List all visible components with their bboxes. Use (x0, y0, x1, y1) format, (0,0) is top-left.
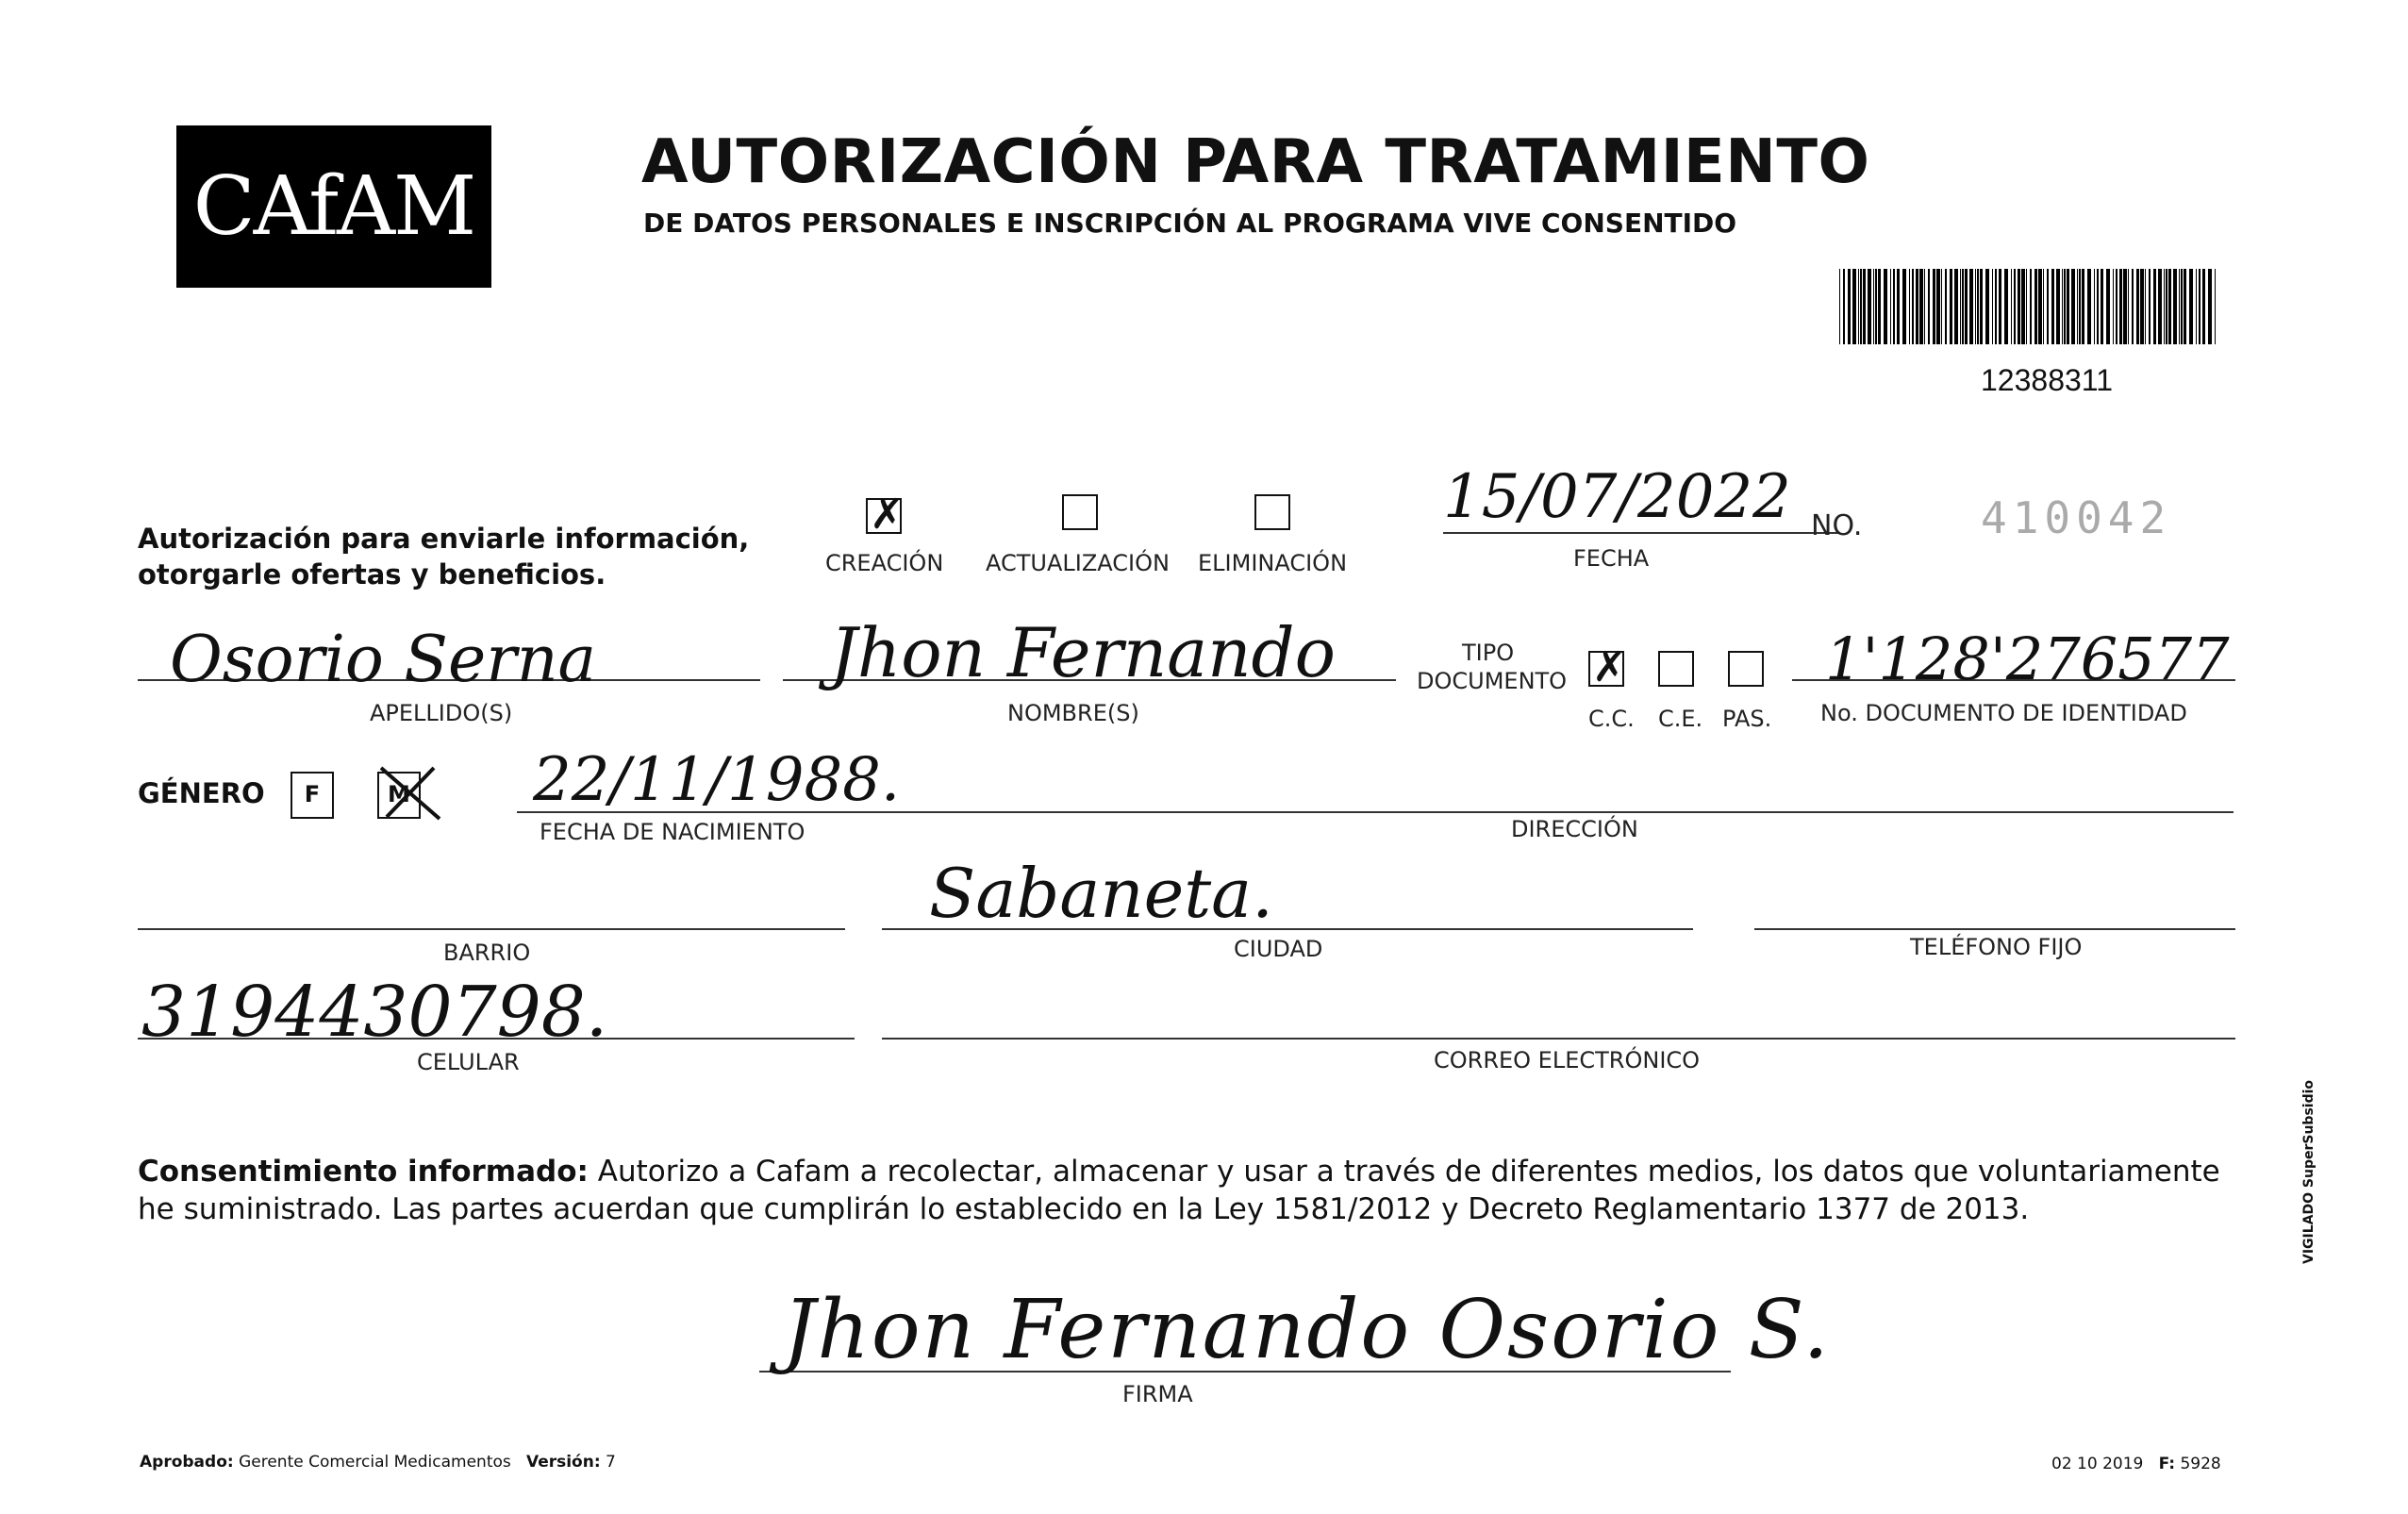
barcode-number: 12388311 (1981, 363, 2113, 397)
barcode (1839, 269, 2221, 344)
barcode-bar (1960, 269, 1961, 344)
barcode-bar (1912, 269, 1914, 344)
correo-label: CORREO ELECTRÓNICO (1434, 1047, 1701, 1073)
barrio-line (138, 928, 845, 930)
creacion-label: CREACIÓN (825, 550, 944, 576)
barcode-bar (2079, 269, 2081, 344)
barcode-bar (1897, 269, 1900, 344)
barcode-bar (1985, 269, 1989, 344)
barcode-bar (2030, 269, 2032, 344)
barcode-bar (2056, 269, 2060, 344)
barcode-bar (1980, 269, 1983, 344)
barcode-bar (1893, 269, 1895, 344)
fecha-value[interactable]: 15/07/2022 (1443, 462, 1839, 534)
barcode-bar (2062, 269, 2063, 344)
form-code (2051, 1455, 2221, 1473)
fecha-nacimiento-label: FECHA DE NACIMIENTO (540, 819, 805, 845)
genero-f-text: F (304, 781, 321, 807)
genero-m-text: M (388, 781, 410, 807)
barcode-bar (1954, 269, 1958, 344)
genero-label: GÉNERO (138, 777, 265, 809)
doc-number-value[interactable]: 1'128'276577 (1825, 624, 2230, 693)
ciudad-value[interactable]: Sabaneta. (929, 854, 1273, 933)
barcode-bar (2179, 269, 2180, 344)
barcode-bar (1852, 269, 1856, 344)
fecha-nacimiento-value[interactable]: 22/11/1988. (533, 745, 901, 815)
documento-label: DOCUMENTO (1417, 668, 1568, 694)
barcode-bar (1868, 269, 1871, 344)
barcode-bar (2140, 269, 2144, 344)
vigilado-supersubsidio-stamp: VIGILADO SuperSubsidio (2301, 1079, 2317, 1264)
ce-checkbox[interactable] (1658, 651, 1694, 687)
version-label: Versión: (525, 1453, 601, 1472)
barcode-bar (2196, 269, 2197, 344)
barcode-bar (2208, 269, 2212, 344)
ce-label: C.E. (1658, 706, 1703, 732)
pas-label: PAS. (1722, 706, 1772, 732)
nombres-label: NOMBRE(S) (1007, 700, 1139, 726)
barcode-bar (1924, 269, 1925, 344)
footer-date: 02 10 2019 (2051, 1455, 2144, 1473)
barcode-bar (2021, 269, 2025, 344)
barcode-bar (1962, 269, 1964, 344)
firma-label: FIRMA (1122, 1381, 1193, 1407)
barcode-bar (1878, 269, 1881, 344)
barcode-bar (2173, 269, 2177, 344)
aprobado-label: Aprobado: (140, 1453, 234, 1472)
celular-value[interactable]: 3194430798. (141, 972, 608, 1053)
barcode-bar (2168, 269, 2171, 344)
barcode-bar (2097, 269, 2099, 344)
barcode-bar (1860, 269, 1862, 344)
barcode-bar (2149, 269, 2151, 344)
barcode-bar (2106, 269, 2110, 344)
barcode-bar (2202, 269, 2205, 344)
no-label: NO. (1811, 509, 1863, 542)
barcode-bar (2164, 269, 2165, 344)
barcode-bar (2153, 269, 2156, 344)
barcode-bar (2018, 269, 2020, 344)
barcode-bar (2087, 269, 2091, 344)
barcode-bar (1858, 269, 1859, 344)
barcode-bar (2038, 269, 2042, 344)
actualizacion-label: ACTUALIZACIÓN (986, 550, 1170, 576)
barcode-bar (2071, 269, 2075, 344)
barcode-bar (1916, 269, 1918, 344)
barcode-bar (2136, 269, 2139, 344)
eliminacion-checkbox[interactable] (1254, 494, 1290, 530)
barcode-bar (1941, 269, 1942, 344)
form-title: AUTORIZACIÓN PARA TRATAMIENTO (641, 127, 1870, 197)
barcode-bar (1936, 269, 1940, 344)
barcode-bar (2113, 269, 2114, 344)
telefono-line (1754, 928, 2235, 930)
barcode-bar (1928, 269, 1930, 344)
barcode-bar (2051, 269, 2054, 344)
consent-heading: Consentimiento informado: (138, 1155, 589, 1189)
correo-line (882, 1038, 2235, 1040)
barcode-bar (1999, 269, 2001, 344)
barcode-bar (2132, 269, 2134, 344)
barcode-bar (2116, 269, 2117, 344)
barcode-bar (1995, 269, 1997, 344)
barcode-bar (2199, 269, 2200, 344)
form-subtitle: DE DATOS PERSONALES E INSCRIPCIÓN AL PROGRAMA VIVE CONSENTIDO (643, 208, 1737, 239)
barcode-bar (2043, 269, 2044, 344)
cafam-logo (176, 125, 491, 288)
fecha-label: FECHA (1573, 545, 1650, 572)
barcode-bar (2128, 269, 2129, 344)
apellidos-value[interactable]: Osorio Serna (170, 623, 597, 697)
barcode-bar (2082, 269, 2084, 344)
barcode-bar (1873, 269, 1874, 344)
f-label: F: (2158, 1455, 2176, 1473)
cc-checkbox[interactable] (1588, 651, 1624, 687)
barcode-bar (2158, 269, 2162, 344)
barcode-bar (2119, 269, 2122, 344)
barcode-bar (2123, 269, 2127, 344)
barrio-label: BARRIO (443, 940, 531, 966)
barcode-bar (1933, 269, 1935, 344)
barcode-bar (2166, 269, 2167, 344)
direccion-label: DIRECCIÓN (1511, 816, 1638, 842)
barcode-bar (2064, 269, 2066, 344)
barcode-bar (1875, 269, 1877, 344)
creacion-checkbox[interactable] (866, 498, 902, 534)
genero-f-checkbox[interactable] (291, 772, 334, 819)
cc-label: C.C. (1588, 706, 1635, 732)
barcode-bar (1890, 269, 1891, 344)
barcode-bar (1863, 269, 1866, 344)
form-number: 410042 (1981, 492, 2172, 543)
pas-checkbox[interactable] (1728, 651, 1764, 687)
signature-value[interactable]: Jhon Fernando Osorio S. (783, 1283, 1831, 1377)
f-value: 5928 (2180, 1455, 2221, 1473)
consent-paragraph (138, 1153, 2232, 1228)
barcode-bar (2004, 269, 2008, 344)
barcode-bar (2101, 269, 2103, 344)
barcode-bar (1848, 269, 1851, 344)
genero-m-mark (377, 762, 445, 823)
actualizacion-checkbox[interactable] (1062, 494, 1098, 530)
barcode-bar (2047, 269, 2049, 344)
authorization-line-2: otorgarle ofertas y beneficios. (138, 558, 606, 591)
barcode-bar (1945, 269, 1947, 344)
tipo-label: TIPO (1462, 640, 1515, 666)
barcode-bar (1975, 269, 1976, 344)
ciudad-label: CIUDAD (1234, 936, 1323, 962)
version-value: 7 (606, 1453, 616, 1472)
barcode-bar (1965, 269, 1968, 344)
barcode-bar (2077, 269, 2078, 344)
doc-number-label: No. DOCUMENTO DE IDENTIDAD (1820, 700, 2187, 726)
approval-info (140, 1453, 616, 1472)
barcode-bar (1843, 269, 1845, 344)
barcode-bar (1909, 269, 1910, 344)
barcode-bar (2067, 269, 2069, 344)
eliminacion-label: ELIMINACIÓN (1198, 550, 1348, 576)
barcode-bar (1977, 269, 1979, 344)
consent-text: Autorizo a Cafam a recolectar, almacenar y usar a través de diferentes medios, los datos que voluntariamente he suministrado. Las partes acuerdan que cumplirán lo establecido en la Ley 1581/2012 y Decreto Reglamentario 1377 de 2013. (138, 1155, 2220, 1226)
barcode-bar (1902, 269, 1906, 344)
aprobado-value: Gerente Comercial Medicamentos (239, 1453, 511, 1472)
logo-text: CAfAM (192, 159, 475, 254)
barcode-bar (2189, 269, 2193, 344)
barcode-bar (2215, 269, 2216, 344)
barcode-bar (2184, 269, 2186, 344)
telefono-label: TELÉFONO FIJO (1910, 934, 2083, 960)
barcode-bar (1919, 269, 1923, 344)
barcode-bar (2026, 269, 2027, 344)
authorization-text (138, 521, 798, 592)
barcode-bar (2181, 269, 2183, 344)
barcode-bar (2011, 269, 2012, 344)
authorization-line-1: Autorización para enviarle información, (138, 523, 750, 555)
nombres-value[interactable]: Jhon Fernando (830, 613, 1336, 692)
barcode-bar (1950, 269, 1952, 344)
celular-label: CELULAR (417, 1049, 520, 1075)
apellidos-label: APELLIDO(S) (370, 700, 513, 726)
barcode-bar (2034, 269, 2037, 344)
barcode-bar (1969, 269, 1973, 344)
barcode-bar (1992, 269, 1993, 344)
barcode-bar (1839, 269, 1840, 344)
barcode-bar (2094, 269, 2095, 344)
barcode-bar (2145, 269, 2146, 344)
barcode-bar (1884, 269, 1887, 344)
barcode-bar (2014, 269, 2016, 344)
